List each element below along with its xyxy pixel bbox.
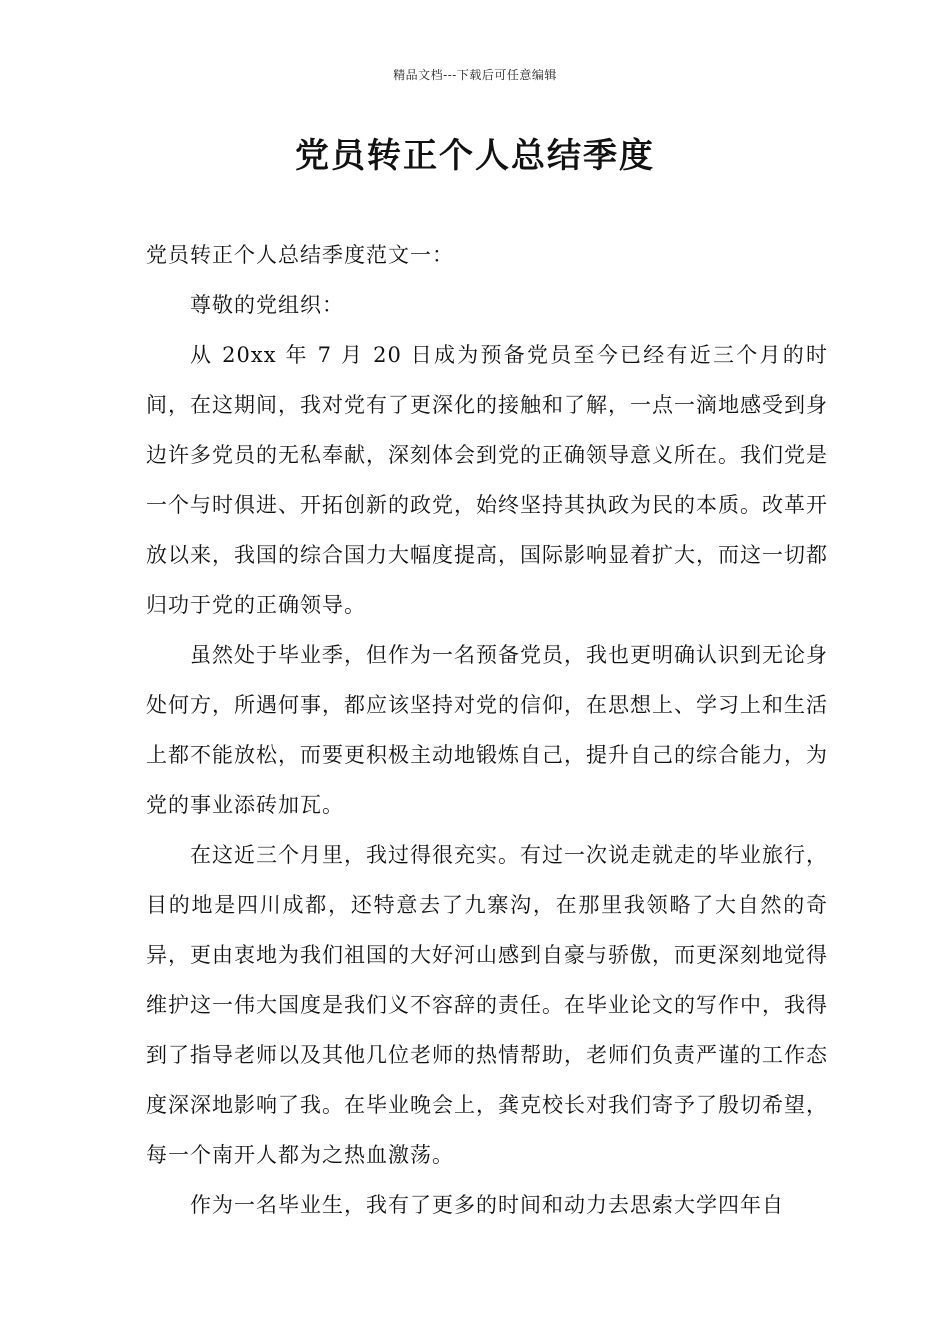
paragraph-2: 虽然处于毕业季，但作为一名预备党员，我也更明确认识到无论身处何方，所遇何事，都应该坚持对党的信仰，在思想上、学习上和生活上都不能放松，而要更积极主动地锻炼自己，提升自己的综合能力，为党的事业添砖加瓦。 (146, 643, 828, 817)
paragraph-3: 在这近三个月里，我过得很充实。有过一次说走就走的毕业旅行，目的地是四川成都，还特意去了九寨沟，在那里我领略了大自然的奇异，更由衷地为我们祖国的大好河山感到自豪与骄傲，而更深刻地觉得维护这一伟大国度是我们义不容辞的责任。在毕业论文的写作中，我得到了指导老师以及其他几位老师的热情帮助，老师们负责严谨的工作态度深深地影响了我。在毕业晚会上，龚克校长对我们寄予了殷切希望，每一个南开人都为之热血激荡。 (146, 843, 828, 1167)
document-title: 党员转正个人总结季度 (295, 136, 655, 176)
header-note: 精品文档---下载后可任意编辑 (393, 68, 557, 82)
paragraph-4: 作为一名毕业生，我有了更多的时间和动力去思索大学四年自 (190, 1193, 784, 1217)
document-body (146, 230, 828, 1230)
salutation: 尊敬的党组织： (190, 293, 344, 317)
paragraph-1: 从 20xx 年 7 月 20 日成为预备党员至今已经有近三个月的时间，在这期间，我对党有了更深化的接触和了解，一点一滴地感受到身边许多党员的无私奉献，深刻体会到党的正确领导意义所在。我们党是一个与时俱进、开拓创新的政党，始终坚持其执政为民的本质。改革开放以来，我国的综合国力大幅度提高，国际影响显着扩大，而这一切都归功于党的正确领导。 (146, 343, 828, 617)
section-subtitle: 党员转正个人总结季度范文一： (146, 243, 454, 267)
